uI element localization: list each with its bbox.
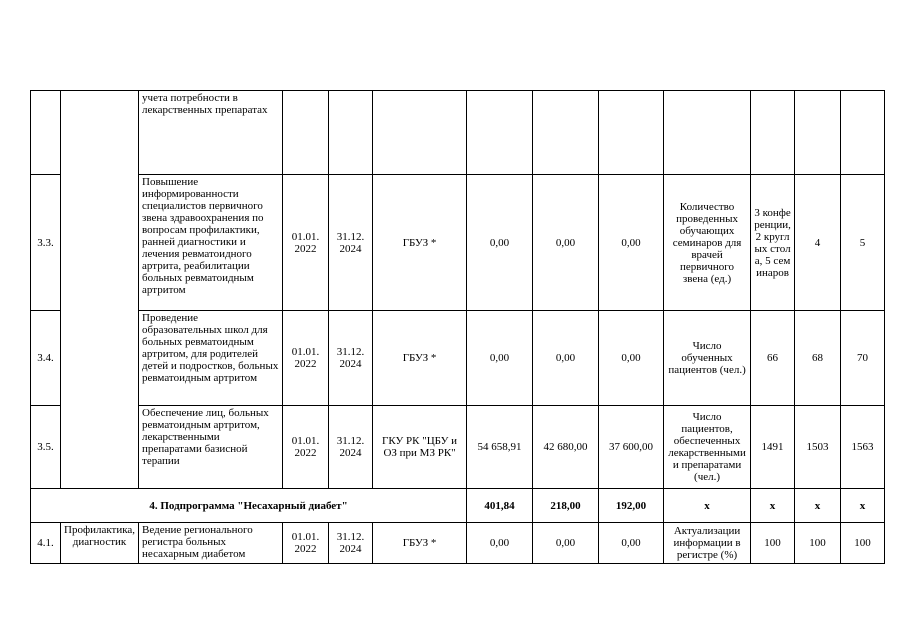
end-date: 31.12. 2024 [329,406,373,489]
table-row [31,311,885,406]
start-date: 01.01. 2022 [283,175,329,311]
finance-2: 218,00 [533,489,599,523]
finance-1 [467,91,533,175]
finance-3: 37 600,00 [599,406,664,489]
measure-cell: Обеспечение лиц, больных ревматоидным артритом, лекарственными препаратами базисной терапии [139,406,283,489]
end-date: 31.12. 2024 [329,175,373,311]
value-2: 68 [795,311,841,406]
indicator: Число обученных пациентов (чел.) [664,311,751,406]
value-2: 100 [795,523,841,564]
value-3 [841,91,885,175]
value-3: 100 [841,523,885,564]
subprogram-row [31,489,885,523]
indicator: Актуализации информации в регистре (%) [664,523,751,564]
finance-1: 0,00 [467,311,533,406]
executor: ГКУ РК "ЦБУ и ОЗ при МЗ РК" [373,406,467,489]
finance-3: 192,00 [599,489,664,523]
end-date [329,91,373,175]
finance-2: 0,00 [533,523,599,564]
measure-cell: Повышение информированности специалистов первичного звена здравоохранения по вопросам профилактики, ранней диагностики и лечения ревматоидного артрита, реабилитации больных ревматоидным артритом [139,175,283,311]
start-date: 01.01. 2022 [283,406,329,489]
indicator: x [664,489,751,523]
value-1: x [751,489,795,523]
indicator: Число пациентов, обеспеченных лекарственными и препаратами (чел.) [664,406,751,489]
measure-cell: Проведение образовательных школ для больных ревматоидным артритом, для родителей детей и подростков, больных ревматоидным артритом [139,311,283,406]
value-3: x [841,489,885,523]
table-row [31,523,885,564]
indicator: Количество проведенных обучающих семинаров для врачей первичного звена (ед.) [664,175,751,311]
value-3: 70 [841,311,885,406]
executor: ГБУЗ * [373,523,467,564]
program-table [30,90,885,564]
row-number: 4.1. [31,523,61,564]
finance-1: 54 658,91 [467,406,533,489]
value-2: 1503 [795,406,841,489]
value-1 [751,91,795,175]
row-number [31,91,61,175]
section-cell [61,91,139,489]
finance-3: 0,00 [599,175,664,311]
finance-2: 42 680,00 [533,406,599,489]
table-row [31,406,885,489]
section-title: Профилактика, диагностик [64,524,136,548]
value-3: 1563 [841,406,885,489]
start-date [283,91,329,175]
subprogram-title: 4. Подпрограмма "Несахарный диабет" [31,489,467,523]
finance-2: 0,00 [533,175,599,311]
finance-2 [533,91,599,175]
table-row [31,91,885,175]
finance-1: 0,00 [467,523,533,564]
finance-1: 0,00 [467,175,533,311]
end-date: 31.12. 2024 [329,523,373,564]
executor: ГБУЗ * [373,175,467,311]
value-3: 5 [841,175,885,311]
measure-cell: Ведение регионального регистра больных несахарным диабетом [139,523,283,564]
row-number: 3.5. [31,406,61,489]
value-1: 66 [751,311,795,406]
finance-3: 0,00 [599,311,664,406]
row-number: 3.4. [31,311,61,406]
section-cell [61,523,139,564]
finance-3: 0,00 [599,523,664,564]
executor [373,91,467,175]
value-2: 4 [795,175,841,311]
value-1: 100 [751,523,795,564]
value-2 [795,91,841,175]
start-date: 01.01. 2022 [283,523,329,564]
finance-1: 401,84 [467,489,533,523]
finance-2: 0,00 [533,311,599,406]
indicator [664,91,751,175]
row-number: 3.3. [31,175,61,311]
table-row [31,175,885,311]
value-1: 3 конференции, 2 круглых стола, 5 семинаров [751,175,795,311]
end-date: 31.12. 2024 [329,311,373,406]
value-1: 1491 [751,406,795,489]
executor: ГБУЗ * [373,311,467,406]
start-date: 01.01. 2022 [283,311,329,406]
value-2: x [795,489,841,523]
finance-3 [599,91,664,175]
measure-cell: учета потребности в лекарственных препаратах [139,91,283,175]
